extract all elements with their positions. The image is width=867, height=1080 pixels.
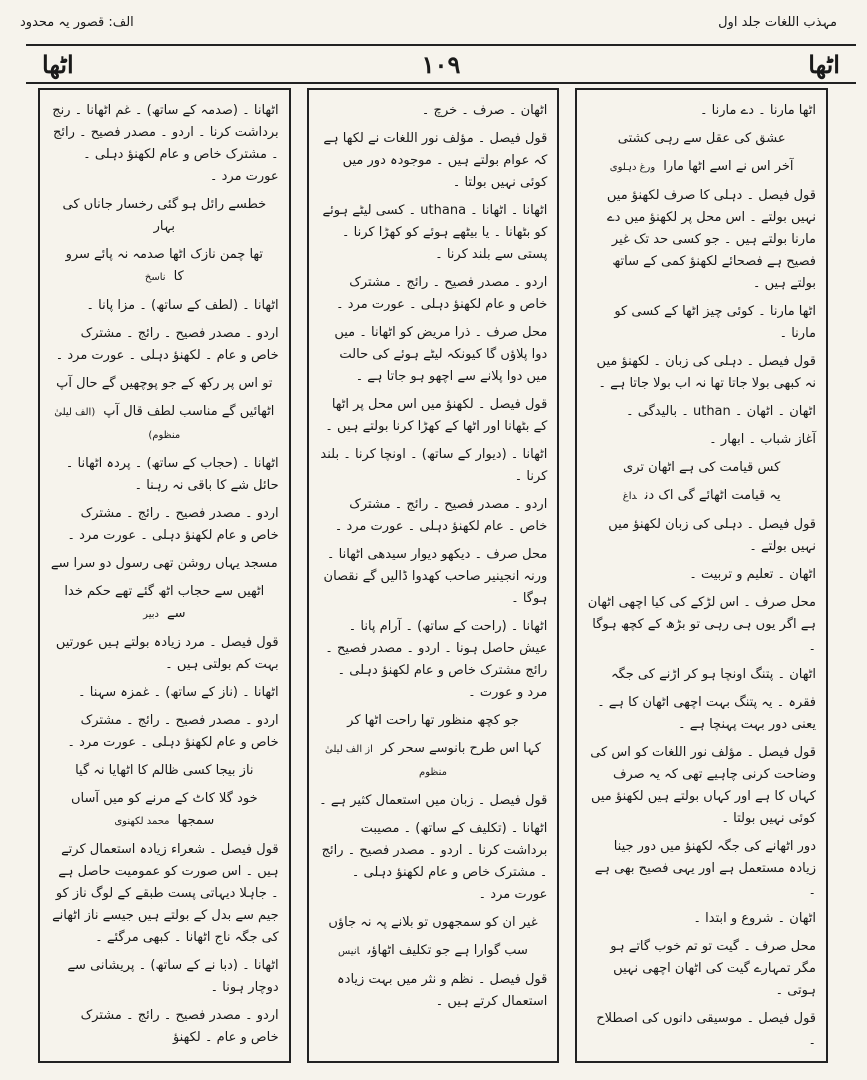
verse-line	[587, 156, 816, 179]
entry-text: اردو ۔ مصدر فصیح ۔ رائج ۔ مشترک خاص و عام لکھنؤ دہلی ۔ عورت مرد ۔	[67, 713, 279, 750]
verse-text: غیر ان کو سمجھوں تو بلانے پہ نہ جاؤں	[328, 915, 538, 930]
entry-text: اٹھانا ۔ (دیوار کے ساتھ) ۔ اونچا کرنا ۔ بلند کرنا ۔	[320, 447, 548, 484]
column-middle	[307, 88, 560, 1063]
entry-text: قول فیصل ۔ دہلی کی زبان لکھنؤ میں نہیں بولتے ۔	[608, 517, 816, 554]
entry-text: دور اٹھانے کی جگہ لکھنؤ میں دور جینا زیادہ مستعمل ہے اور یہی فصیح بھی ہے ۔	[594, 839, 816, 898]
poet-name: (الف لیلیٰ منظوم)	[54, 407, 181, 441]
page-number: ۱۰۹	[421, 49, 461, 79]
entry-text: اٹھانا ۔ (ناز کے ساتھ) ۔ غمزہ سہنا ۔	[77, 685, 279, 700]
verse-line	[50, 194, 279, 238]
verse-line	[50, 373, 279, 395]
verse-line	[587, 457, 816, 479]
verse-line	[319, 710, 548, 732]
verse-line	[587, 128, 816, 150]
verse-text: کس قیامت کی ہے اٹھان تری	[623, 460, 781, 475]
running-head-right-word: اٹھا	[808, 49, 840, 79]
verse-line	[319, 940, 548, 963]
running-head	[26, 48, 856, 80]
column-left	[38, 88, 291, 1063]
entry-text: اٹھان ۔ پتنگ اونچا ہو کر اڑنے کی جگہ	[610, 667, 816, 682]
entry-text: اٹھانا ۔ (لطف کے ساتھ) ۔ مزا پانا ۔	[86, 298, 279, 313]
entry-text: قول فیصل ۔ مؤلف نور اللغات کو اس کی وضاحت کرنی چاہیے تھی کہ یہ صرف کہاں کا ہے اور کہاں بولتے ہیں لکھنؤ میں کوئی نہیں بولتا ۔	[590, 745, 816, 826]
poet-name: ورغ دہلوی	[609, 162, 656, 173]
entry-text: اٹھانا ۔ (صدمہ کے ساتھ) ۔ غم اٹھانا ۔ رنج برداشت کرنا ۔ اردو ۔ مصدر فصیح ۔ رائج ۔ مشترک خاص و عام لکھنؤ دہلی ۔ عورت مرد ۔	[52, 103, 279, 184]
columns	[38, 88, 828, 1063]
poet-name: دبیر	[143, 609, 159, 620]
verse-line	[50, 788, 279, 833]
entry-text: قول فیصل ۔ دہلی کا صرف لکھنؤ میں نہیں بولتے ۔ اس محل پر لکھنؤ میں دے مارنا بولتے ہیں ۔ جو کسی حد تک غیر فصیح ہے فصحائے لکھنؤ کمی کے ساتھ بولتے ہیں ۔	[606, 188, 816, 291]
column-right	[575, 88, 828, 1063]
entry-text: محل صرف ۔ گیت تو تم خوب گاتے ہو مگر تمہارے گیت کی اٹھان اچھی نہیں ہوتی ۔	[610, 939, 816, 998]
verse-text: تھا چمن نازک اٹھا صدمہ نہ پائے سرو کا	[65, 247, 264, 284]
entry-text: اٹھان ۔ تعلیم و تربیت ۔	[689, 567, 816, 582]
poet-name: از الف لیلیٰ منظوم	[325, 744, 447, 778]
entry-text: قول فیصل ۔ نظم و نثر میں بہت زیادہ استعمال کرتے ہیں ۔	[337, 972, 548, 1009]
entry-text: اردو ۔ مصدر فصیح ۔ رائج ۔ مشترک خاص و عام لکھنؤ دہلی ۔ عورت مرد ۔	[336, 275, 548, 312]
verse-line	[50, 760, 279, 782]
verse-text: خود گلا کاٹ کے مرنے کو میں آساں سمجھا	[70, 791, 258, 828]
verse-text: تو اس پر رکھ کے جو پوچھیں گے حال آپ	[56, 376, 273, 391]
header-rule-bottom	[26, 82, 856, 84]
verse-line	[50, 553, 279, 575]
entry-text: آغاز شباب ۔ ابھار ۔	[709, 432, 816, 447]
entry-text: اٹھانا ۔ (دبا نے کے ساتھ) ۔ پریشانی سے دوچار ہونا ۔	[67, 958, 279, 995]
entry-text: اردو ۔ مصدر فصیح ۔ رائج ۔ مشترک خاص ۔ عام لکھنؤ دہلی ۔ عورت مرد ۔	[334, 497, 548, 534]
entry-text: قول فیصل ۔ شعراء زیادہ استعمال کرتے ہیں ۔ اس صورت کو عمومیت حاصل ہے ۔ جاہلا دیہاتی پست طبقے کے لوگ ناز کو جیم سے بدل کے بولتے ہیں جیسے ناز اٹھانے کی جگہ ناج اٹھانا ۔ کبھی مرگئے ۔	[52, 842, 279, 945]
poet-name: داغ	[622, 491, 637, 502]
verse-text: آخر اس نے اسے اٹھا مارا	[663, 159, 794, 174]
book-title: مہذب اللغات جلد اول	[718, 14, 837, 30]
top-header	[0, 0, 867, 44]
verse-text: ناز بیجا کسی ظالم کا اٹھایا نہ گیا	[75, 763, 254, 778]
entry-text: قول فیصل ۔ مؤلف نور اللغات نے لکھا ہے کہ عوام بولتے ہیں ۔ موجودہ دور میں کوئی نہیں بولتا ۔	[323, 131, 548, 190]
verse-text: خطسے رائل ہو گئی رخسار جاناں کی بہار	[62, 197, 267, 234]
entry-text: قول فیصل ۔ لکھنؤ میں اس محل پر اٹھا کے بٹھانا اور اٹھا کے کھڑا کرنا بولتے ہیں ۔	[325, 397, 548, 434]
entry-text: اٹھانا ۔ اٹھانا ۔ uthana ۔ کسی لیٹے ہوئے کو بٹھانا ۔ یا بیٹھے ہوئے کو کھڑا کرنا ۔ پستی سے بلند کرنا ۔	[322, 203, 548, 262]
verse-text: اٹھائیں گے مناسب لطف قال آپ	[103, 404, 275, 419]
entry-text: محل صرف ۔ دیکھو دیوار سیدھی اٹھانا ۔ ورنہ انجینیر صاحب کھدوا ڈالیں گے نقصان ہوگا ۔	[323, 547, 548, 606]
entry-text: قول فیصل ۔ دہلی کی زبان ۔ لکھنؤ میں نہ کبھی بولا جاتا تھا نہ اب بولا جاتا ہے ۔	[596, 354, 816, 391]
entry-text: قول فیصل ۔ زبان میں استعمال کثیر ہے ۔	[319, 793, 548, 808]
poet-name: ناسخ	[144, 272, 166, 283]
verse-text: کہا اس طرح بانوسے سحر کر	[380, 741, 541, 756]
verse-line	[587, 485, 816, 508]
entry-text: اٹھا مارنا ۔ کوئی چیز اٹھا کے کسی کو مارنا ۔	[614, 304, 816, 341]
section-note: الف: قصور یہ محدود	[20, 14, 134, 30]
verse-line	[50, 581, 279, 626]
entry-text: اٹھان ۔ صرف ۔ خرچ ۔	[421, 103, 548, 118]
poet-name: انیس	[338, 946, 360, 957]
entry-text: اٹھان ۔ شروع و ابتدا ۔	[693, 911, 816, 926]
verse-line	[319, 912, 548, 934]
entry-text: محل صرف ۔ اس لڑکے کی کیا اچھی اٹھان ہے اگر یوں ہی رہی تو بڑھ کے کچھ ہوگا ۔	[587, 595, 816, 654]
entry-text: اردو ۔ مصدر فصیح ۔ رائج ۔ مشترک خاص و عام لکھنؤ دہلی ۔ عورت مرد ۔	[67, 506, 279, 543]
poet-name: محمد لکھنوی	[114, 816, 170, 827]
verse-text: مسجد یہاں روشن تھی رسول دو سرا سے	[50, 556, 278, 571]
verse-text: سب گوارا ہے جو تکلیف اٹھاؤں	[367, 943, 528, 958]
entry-text: اٹھان ۔ اٹھان ۔ uthan ۔ بالیدگی ۔	[626, 404, 816, 419]
entry-text: محل صرف ۔ ذرا مریض کو اٹھانا ۔ میں دوا پلاؤں گا کیونکہ لیٹے ہوئے کی حالت میں دوا پلانے سے اچھو ہو جاتا ہے ۔	[334, 325, 548, 384]
header-rule-top	[26, 44, 856, 46]
entry-text: اٹھا مارنا ۔ دے مارنا ۔	[699, 103, 816, 118]
entry-text: اٹھانا ۔ (راحت کے ساتھ) ۔ آرام پانا ۔ عیش حاصل ہونا ۔ اردو ۔ مصدر فصیح ۔ رائج مشترک خاص و عام لکھنؤ دہلی ۔ مرد و عورت ۔	[325, 619, 548, 700]
verse-text: یہ قیامت اٹھائے گی اک دن	[644, 488, 781, 503]
running-head-left-word: اٹھا	[42, 49, 74, 79]
verse-text: جو کچھ منظور تھا راحت اٹھا کر	[347, 713, 519, 728]
entry-text: قول فیصل ۔ موسیقی دانوں کی اصطلاح ۔	[596, 1011, 816, 1048]
entry-text: اردو ۔ مصدر فصیح ۔ رائج ۔ مشترک خاص و عام ۔ لکھنؤ	[80, 1008, 279, 1045]
entry-text: اردو ۔ مصدر فصیح ۔ رائج ۔ مشترک خاص و عام ۔ لکھنؤ دہلی ۔ عورت مرد ۔	[55, 326, 279, 363]
entry-text: قول فیصل ۔ مرد زیادہ بولتے ہیں عورتیں بہت کم بولتی ہیں ۔	[55, 635, 279, 672]
entry-text: فقرہ ۔ یہ پتنگ بہت اچھی اٹھان کا ہے ۔ یعنی دور بہت پہنچا ہے ۔	[597, 695, 816, 732]
verse-line	[50, 401, 279, 447]
verse-line	[319, 738, 548, 784]
verse-text: اٹھیں سے حجاب اٹھ گئے تھے حکم خدا سے	[64, 584, 265, 621]
verse-line	[50, 244, 279, 289]
verse-text: عشق کی عقل سے رہی کشتی	[617, 131, 786, 146]
entry-text: اٹھانا ۔ (حجاب کے ساتھ) ۔ پردہ اٹھانا ۔ حائل شے کا باقی نہ رہنا ۔	[65, 456, 279, 493]
entry-text: اٹھانا ۔ (تکلیف کے ساتھ) ۔ مصیبت برداشت کرنا ۔ اردو ۔ مصدر فصیح ۔ رائج ۔ مشترک خاص و عام لکھنؤ دہلی ۔ عورت مرد ۔	[321, 821, 548, 902]
